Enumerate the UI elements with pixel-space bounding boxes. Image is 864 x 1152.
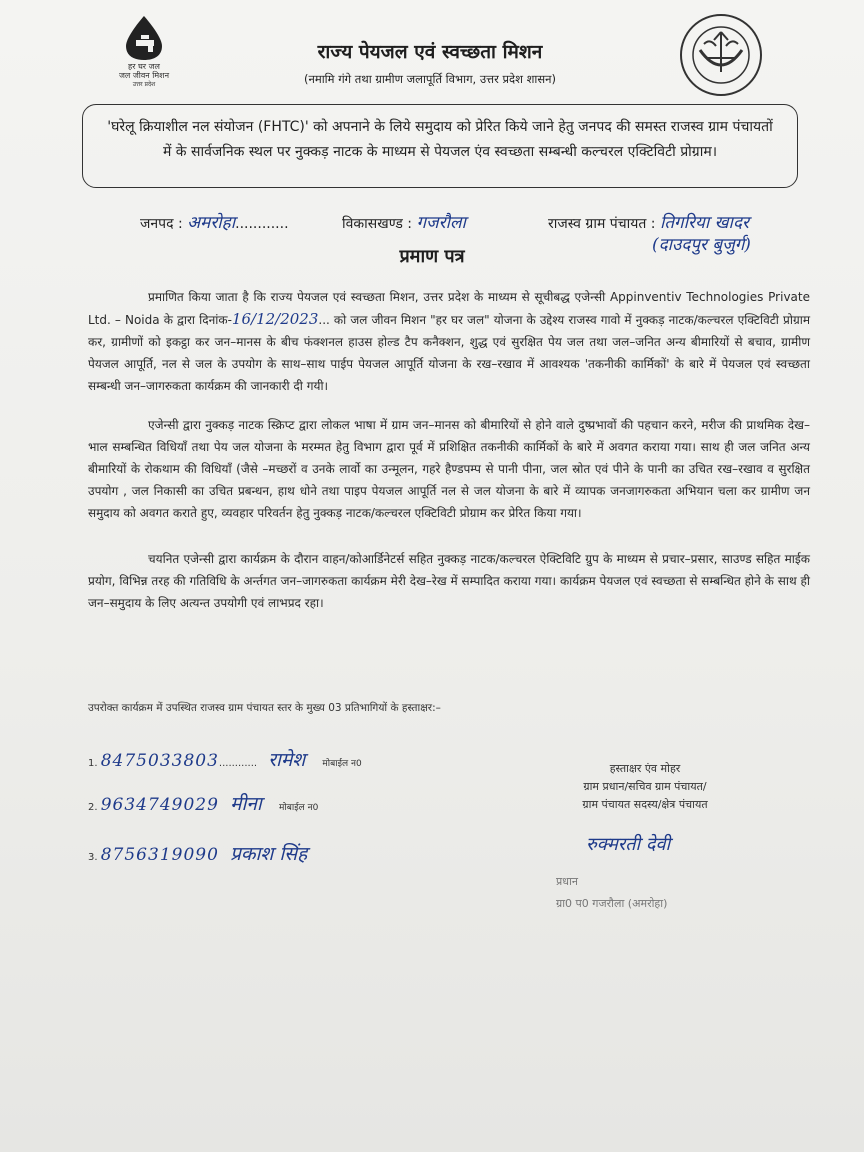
mobile-label: मोबाईल न0 (322, 759, 362, 769)
stamp-heading (540, 760, 750, 814)
logo-text-line3: उत्तर प्रदेश (132, 81, 156, 88)
participant-row-1 (88, 746, 362, 772)
participant-dots: ............ (218, 758, 258, 769)
certificate-title: प्रमाण पत्र (399, 246, 465, 267)
stamp-faded-line-2: ग्रा0 प0 गजरौला (अमरोहा) (556, 897, 668, 910)
participant-mobile: 8756319090 (100, 845, 219, 865)
participant-mobile: 9634749029 (100, 795, 219, 815)
paragraph-1 (88, 286, 810, 397)
village-value: तिगरिया खादर (659, 213, 749, 233)
programme-date: 16/12/2023 (231, 310, 319, 328)
pradhan-signature: रुक्मरती देवी (586, 834, 671, 855)
village-field-line2 (652, 232, 751, 255)
logo-text-line2: जल जीवन मिशन (118, 71, 170, 80)
logo-text-line1: हर घर जल (128, 62, 160, 71)
up-government-emblem (676, 10, 766, 100)
district-dots: ............ (235, 216, 289, 232)
paragraph-3 (88, 548, 810, 614)
paragraph-2-text: एजेन्सी द्वारा नुक्कड़ नाटक स्क्रिप्ट द्वारा लोकल भाषा में ग्राम जन–मानस को बीमारियों से होने वाले दुष्प्रभावों की पहचान करने, मरीज की प्राथमिक देख–भाल सम्बन्धित विधियाँ तथा पेय जल योजना के मरम्मत हेतु विभाग द्वारा पूर्व में प्रशिक्षित तकनीकी कार्मिकों के बारे में अवगत कराया गया। साथ ही जल जनित अन्य बीमारियों के रोकथाम की विधियाँ (जैसे –मच्छरों व उनके लार्वो का उन्मूलन, गहरे हैण्डपम्प से पानी पीना, जल स्रोत एवं पीने के पानी का उचित रख–रखाव व सुरक्षित उपयोग , जल निकासी का उचित प्रबन्धन, हाथ धोने तथा पाइप पेयजल आपूर्ति नल से जल योजना के बारे में व्यापक जनजागरुकता अभियान चला कर ग्रामीण जन समुदाय को अवगत कराते हुए, व्यवहार परिवर्तन हेतु नुक्कड़ नाटक/कल्चरल एक्टिविटी प्रोग्राम कर प्रेरित किया गया। (88, 418, 810, 520)
paragraph-1-intro: प्रमाणित किया जाता है कि राज्य पेयजल एवं स्वच्छता मिशन, उत्तर प्रदेश के माध्यम से सूचीबद्ध एजेन्सी Appinventiv Technologies Private Ltd. – Noida के द्वारा दिनांक- (88, 290, 810, 327)
village-value-2: (दाउदपुर बुजुर्ग) (652, 235, 751, 255)
participant-signature: रामेश (268, 749, 306, 771)
village-label: राजस्व ग्राम पंचायत : (548, 216, 656, 232)
participants-heading: उपरोक्त कार्यक्रम में उपस्थित राजस्व ग्राम पंचायत स्तर के मुख्य 03 प्रतिभागियों के हस्ताक्षर:– (88, 702, 441, 714)
participant-signature: मीना (230, 793, 262, 815)
water-drop-tap-icon (118, 14, 170, 60)
mobile-label: मोबाईल न0 (279, 803, 319, 813)
block-value: गजरौला (416, 213, 466, 233)
district-value: अमरोहा (187, 213, 236, 233)
stamp-line-3: ग्राम पंचायत सदस्य/क्षेत्र पंचायत (582, 798, 708, 811)
mission-title: राज्य पेयजल एवं स्वच्छता मिशन (317, 41, 543, 63)
district-field (140, 210, 289, 233)
stamp-faded-line-1: प्रधान (556, 875, 578, 888)
paragraph-1-body: ... को जल जीवन मिशन "हर घर जल" योजना के उद्देश्य राजस्व गावो में नुक्कड़ नाटक/कल्चरल एक्टिविटी प्रोग्राम कर, ग्रामीणों को इकट्ठा कर जन–मानस के बीच फंक्शनल हाउस होल्ड टैप कनैक्शन, शुद्ध एवं सुरक्षित पेय जल तथा जल–जनित अन्य बीमारियों से बचाव, ग्रामीण पेयजल आपूर्ति, नल से जल के उपयोग के साथ–साथ पाईप पेयजल आपूर्ति योजना के रख–रखाव में आवश्यक 'तकनीकी कार्मिकों' के बारे में पेयजल एवं स्वच्छता सम्बन्धी जन–जागरुकता कार्यक्रम की जानकारी दी गयी। (88, 313, 810, 393)
paragraph-2 (88, 414, 810, 524)
participant-index: 2. (88, 802, 98, 813)
block-field (342, 210, 466, 233)
har-ghar-jal-logo (104, 14, 184, 92)
village-field (548, 210, 749, 233)
participant-mobile: 8475033803 (100, 751, 219, 771)
scheme-description-box (82, 104, 798, 188)
block-label: विकासखण्ड : (342, 216, 413, 232)
stamp-line-1: हस्ताक्षर एंव मोहर (609, 762, 681, 775)
participant-index: 3. (88, 852, 98, 863)
participant-row-3 (88, 840, 307, 866)
participant-row-2 (88, 790, 318, 816)
scheme-description-text: 'घरेलू क्रियाशील नल संयोजन (FHTC)' को अपनाने के लिये समुदाय को प्रेरित किये जाने हेतु जनपद की समस्त राजस्व ग्राम पंचायतों में के सार्वजनिक स्थल पर नुक्कड़ नाटक के माध्यम से पेयजल एंव स्वच्छता सम्बन्धी कल्चरल एक्टिविटी प्रोग्राम। (107, 119, 773, 160)
participant-index: 1. (88, 758, 98, 769)
participant-signature: प्रकाश सिंह (230, 843, 308, 865)
district-label: जनपद : (140, 216, 183, 232)
paragraph-3-text: चयनित एजेन्सी द्वारा कार्यक्रम के दौरान वाहन/कोआर्डिनेटर्स सहित नुक्कड़ नाटक/कल्चरल ऐक्टिविटि ग्रुप के माध्यम से प्रचार–प्रसार, साउण्ड सहित माईक प्रयोग, विभिन्न तरह की गतिविधि के अर्न्तगत जन–जागरुकता कार्यक्रम मेरी देख–रेख में सम्पादित कराया गया। कार्यक्रम पेयजल एवं स्वच्छता से सम्बन्धित होने के साथ ही जन–समुदाय के लिए अत्यन्त उपयोगी एवं लाभप्रद रहा। (88, 552, 810, 610)
emblem-seal-icon (676, 10, 766, 100)
department-subtitle: (नमामि गंगे तथा ग्रामीण जलापूर्ति विभाग, उत्तर प्रदेश शासन) (303, 72, 557, 86)
stamp-line-2: ग्राम प्रधान/सचिव ग्राम पंचायत/ (583, 780, 707, 793)
